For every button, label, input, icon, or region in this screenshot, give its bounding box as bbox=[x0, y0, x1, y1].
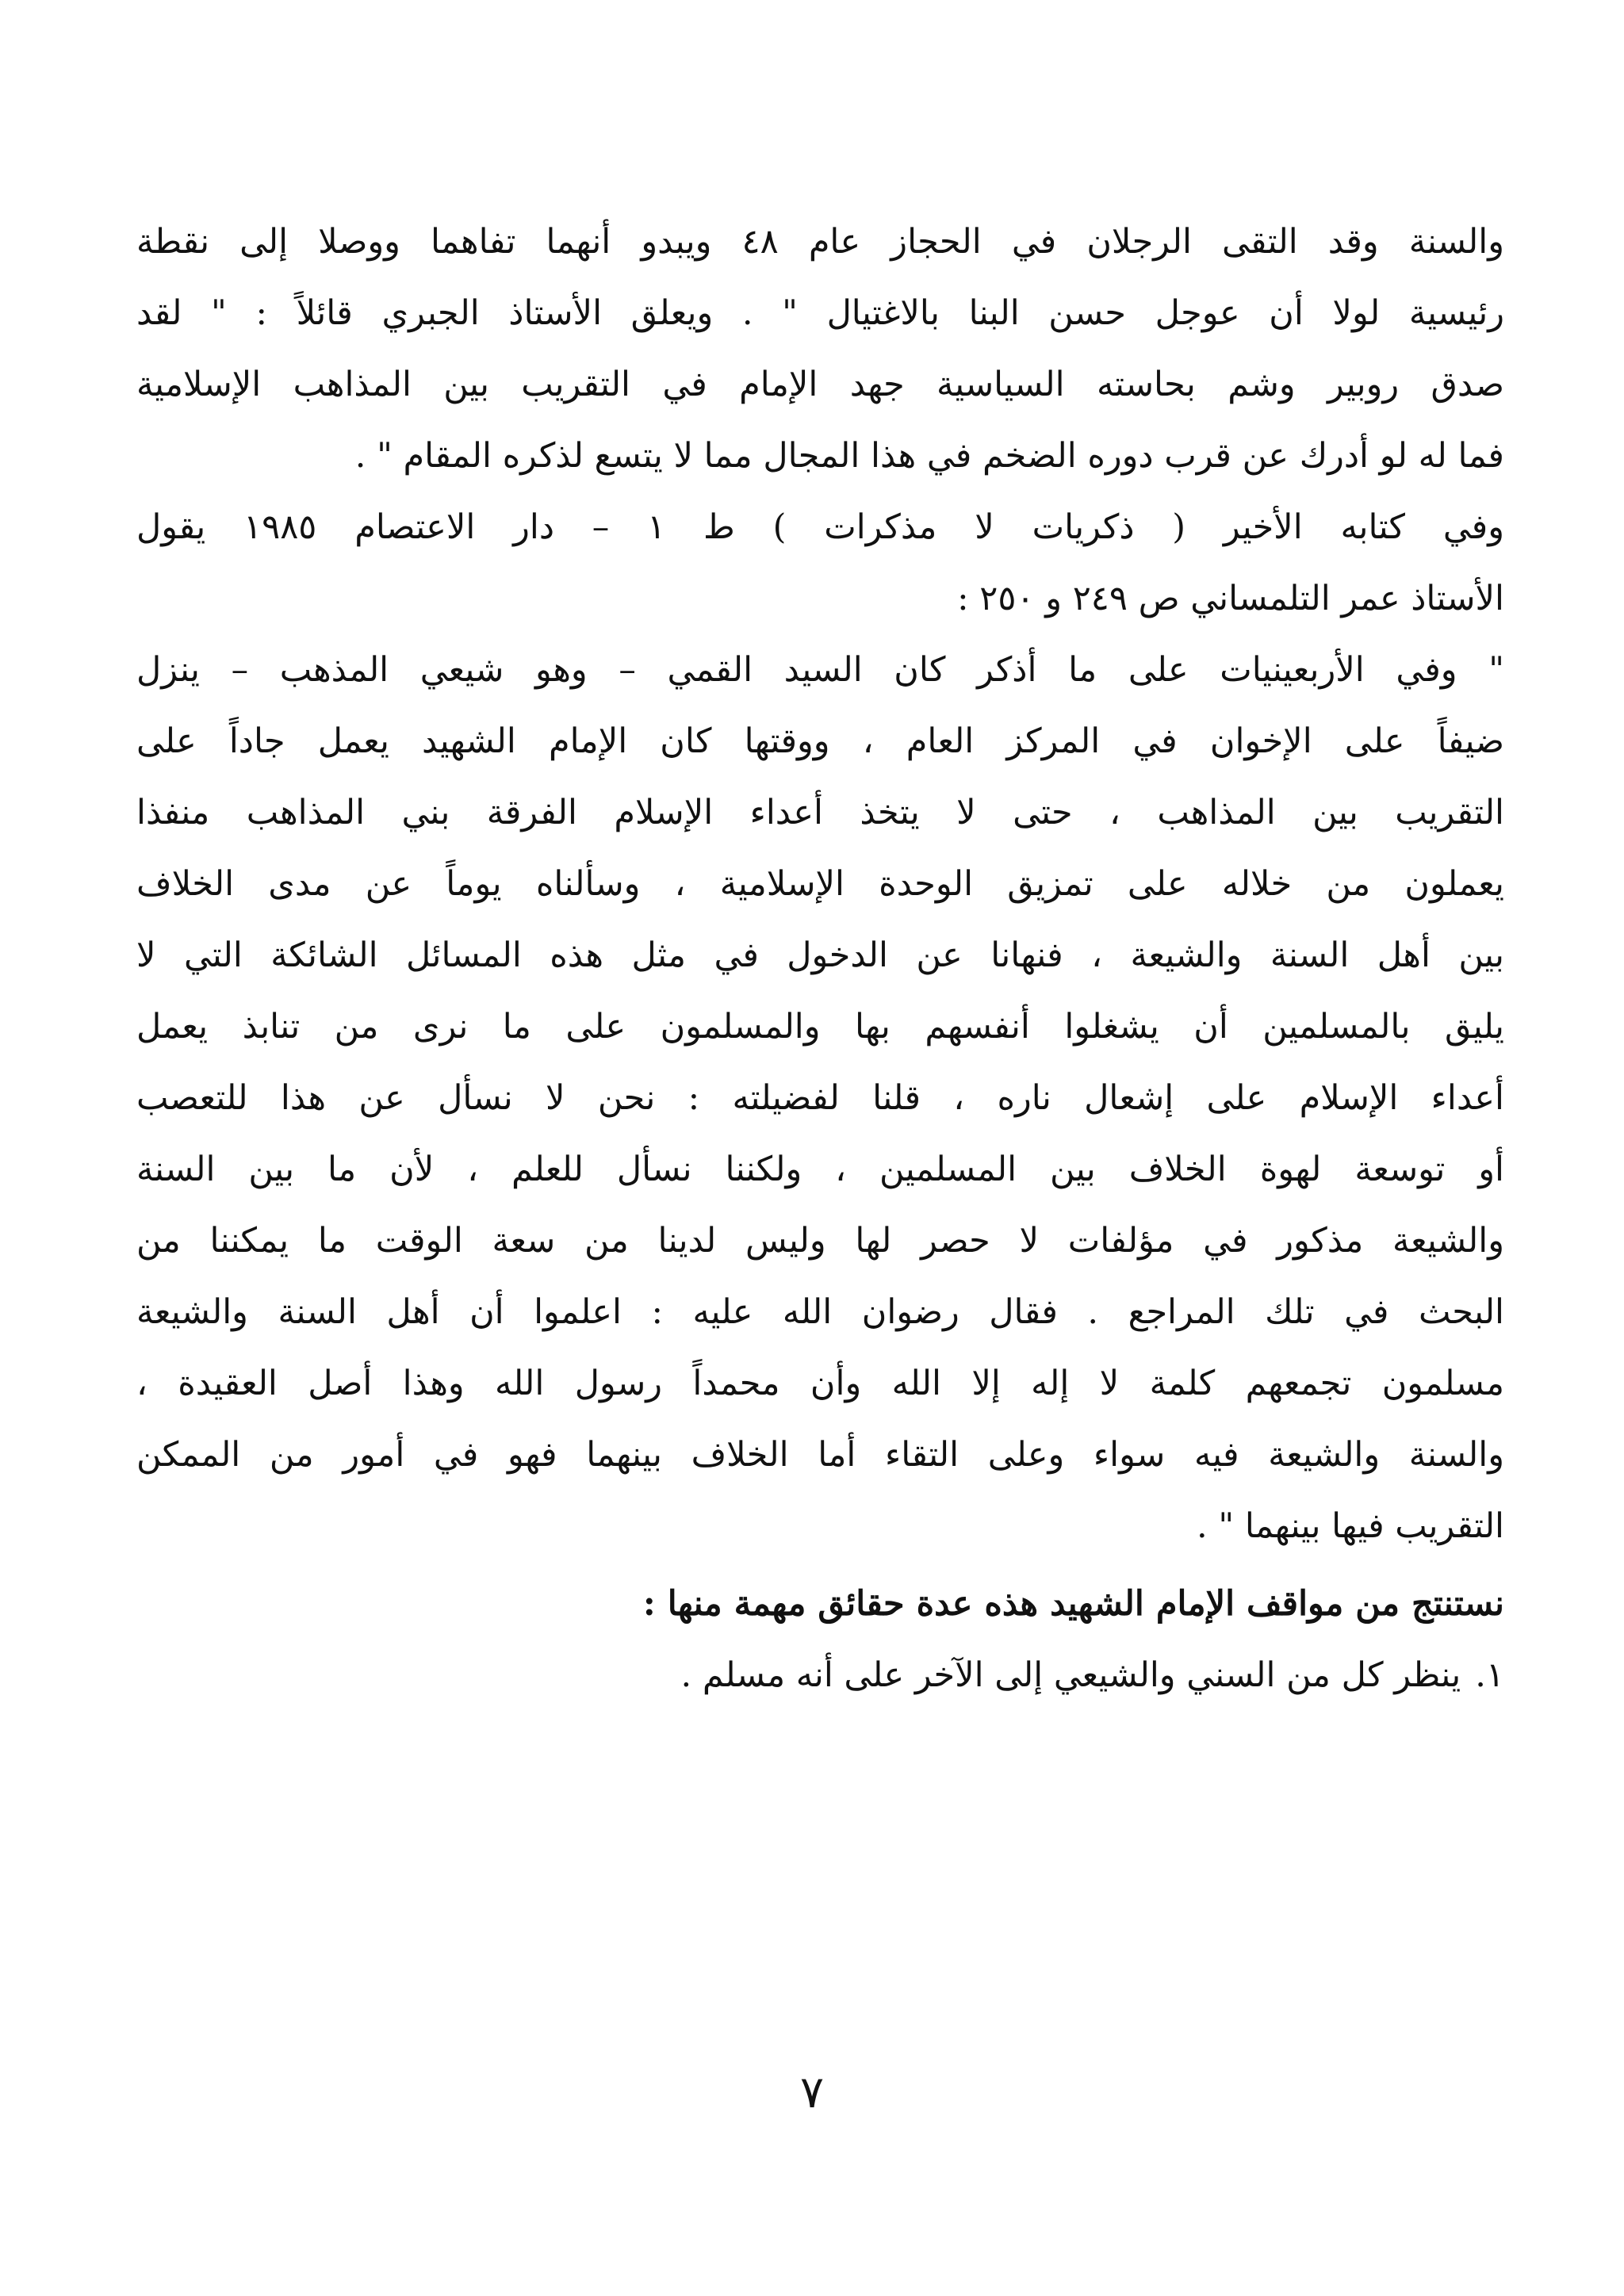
list-item bbox=[136, 1640, 1504, 1711]
paragraph-lines bbox=[136, 206, 1504, 1562]
text-line: والشيعة مذكور في مؤلفات لا حصر لها وليس لدينا من سعة الوقت ما يمكننا من bbox=[136, 1221, 1504, 1261]
list-item-number: ١. bbox=[1475, 1655, 1504, 1695]
text-line: التقريب بين المذاهب ، حتى لا يتخذ أعداء الإسلام الفرقة بني المذاهب منفذا bbox=[136, 793, 1504, 832]
text-line: والسنة وقد التقى الرجلان في الحجاز عام ٤٨ ويبدو أنهما تفاهما ووصلا إلى نقطة bbox=[136, 222, 1504, 262]
text-line: التقريب فيها بينهما " . bbox=[1197, 1506, 1504, 1546]
text-line: بين أهل السنة والشيعة ، فنهانا عن الدخول في مثل هذه المسائل الشائكة التي لا bbox=[136, 936, 1504, 975]
text-line: البحث في تلك المراجع . فقال رضوان الله عليه : اعلموا أن أهل السنة والشيعة bbox=[136, 1292, 1504, 1332]
text-line: رئيسية لولا أن عوجل حسن البنا بالاغتيال " . ويعلق الأستاذ الجبري قائلاً : " لقد bbox=[136, 293, 1504, 333]
text-line: فما له لو أدرك عن قرب دوره الضخم في هذا المجال مما لا يتسع لذكره المقام " . bbox=[354, 436, 1504, 476]
list-item-text: ينظر كل من السني والشيعي إلى الآخر على أنه مسلم . bbox=[680, 1655, 1461, 1695]
text-line: أو توسعة لهوة الخلاف بين المسلمين ، ولكننا نسأل للعلم ، لأن ما بين السنة bbox=[136, 1150, 1504, 1189]
text-line: " وفي الأربعينيات على ما أذكر كان السيد القمي – وهو شيعي المذهب – ينزل bbox=[136, 650, 1504, 690]
text-line: ضيفاً على الإخوان في المركز العام ، ووقتها كان الإمام الشهيد يعمل جاداً على bbox=[136, 721, 1504, 761]
body-text bbox=[136, 206, 1504, 1711]
text-line: يعملون من خلاله على تمزيق الوحدة الإسلامية ، وسألناه يوماً عن مدى الخلاف bbox=[136, 864, 1504, 904]
text-line: الأستاذ عمر التلمساني ص ٢٤٩ و ٢٥٠ : bbox=[957, 579, 1504, 618]
text-line: وفي كتابه الأخير ( ذكريات لا مذكرات ) ط ١ – دار الاعتصام ١٩٨٥ يقول bbox=[136, 507, 1504, 547]
numbered-list bbox=[136, 1640, 1504, 1711]
text-line: مسلمون تجمعهم كلمة لا إله إلا الله وأن محمداً رسول الله وهذا أصل العقيدة ، bbox=[136, 1364, 1504, 1403]
text-line: يليق بالمسلمين أن يشغلوا أنفسهم بها والمسلمون على ما نرى من تنابذ يعمل bbox=[136, 1007, 1504, 1047]
page-number: ٧ bbox=[799, 2067, 825, 2118]
text-line: أعداء الإسلام على إشعال ناره ، قلنا لفضيلته : نحن لا نسأل عن هذا للتعصب bbox=[136, 1078, 1504, 1118]
text-line: صدق روبير وشم بحاسته السياسية جهد الإمام في التقريب بين المذاهب الإسلامية bbox=[136, 365, 1504, 404]
section-heading: نستنتج من مواقف الإمام الشهيد هذه عدة حقائق مهمة منها : bbox=[642, 1584, 1504, 1624]
text-line: والسنة والشيعة فيه سواء وعلى التقاء أما الخلاف بينهما فهو في أمور من الممكن bbox=[136, 1435, 1504, 1475]
